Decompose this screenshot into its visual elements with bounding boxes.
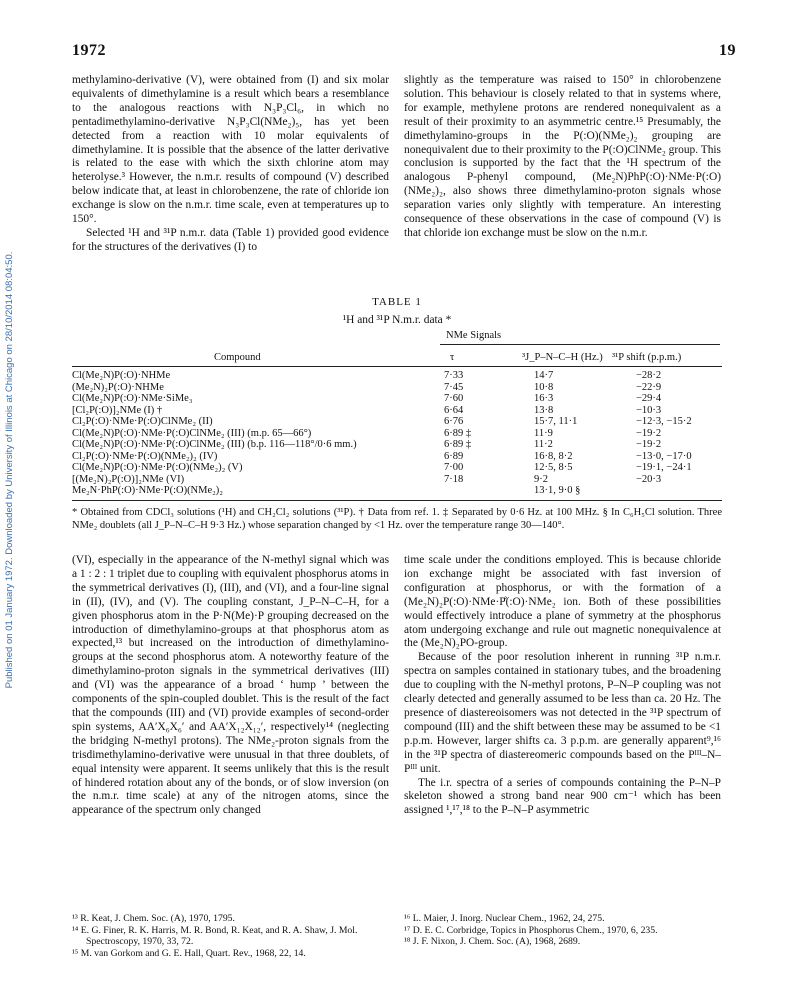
table-cell-shift: −12·3, −15·2 — [636, 416, 692, 427]
page-number: 19 — [719, 42, 736, 59]
table-cell-tau: 6·89 — [444, 450, 464, 462]
table-cell-compound: (Me₂N)₂P(:O)·NHMe — [72, 381, 164, 393]
column-right-top — [404, 74, 721, 241]
table-cell-tau: 7·18 — [444, 473, 464, 485]
table-cell-compound: Cl₂P(:O)·NMe·P(:O)ClNMe₂ (II) — [72, 416, 213, 427]
table-cell-shift: −19·1, −24·1 — [636, 462, 692, 473]
table-cell-shift: −22·9 — [636, 381, 662, 393]
table-cell-j: 15·7, 11·1 — [534, 416, 578, 427]
reference: ¹⁷ D. E. C. Corbridge, Topics in Phosphorus Chem., 1970, 6, 235. — [404, 924, 658, 936]
page-year: 1972 — [72, 42, 106, 59]
table-cell-compound: Me₂N·PhP(:O)·NMe·P(:O)(NMe₂)₂ — [72, 485, 223, 496]
table-cell-compound: Cl(Me₂N)P(:O)·NHMe — [72, 370, 171, 381]
table-cell-tau: 7·60 — [444, 393, 464, 404]
paragraph: (VI), especially in the appearance of the N-methyl signal which was a 1 : 2 : 1 triplet due to coupling with equivalent phosphorus atoms in the symmetrical derivatives (I), (III), and (VI), and a four-line signal in (II), (IV), and (V). The coupling constant, J_P–N–C–H, for a given phosphorus atom in the P·N(Me)·P grouping decreased on the introduction of dimethylamino-groups at that phosphorus atom as expected,¹³ but increased on the introduction of dimethylamino-groups at the second phosphorus atom. A noteworthy feature of the dimethylamino-proton signals in the symmetrical derivatives (III) and (VI) was the appearance of a broad ‘ hump ’ between the components of the spin-coupled doublet. This is the result of the fact that the compounds (III) and (VI) provide examples of second-order spin systems, AA′X₆X₆′ and AA′X₁₂X₁₂′, respectively¹⁴ (neglecting the bridging N-methyl protons). The NMe₂-proton signals from the trisdimethylamino-derivative were unusual in that three doublets, of equal intensity were apparent. It seems unlikely that this is the result of hindered rotation about any of the bonds, or of slow inversion (on the n.m.r. time scale) at any of the nitrogen atoms, since the appearance of the spectrum only changed — [72, 554, 389, 817]
table-rule — [440, 344, 720, 345]
table-cell-compound: [(Me₂N)₂P(:O)]₂NMe (VI) — [72, 473, 185, 485]
table-group-header: NMe Signals — [446, 330, 502, 341]
paragraph: methylamino-derivative (V), were obtained from (I) and six molar equivalents of dimethylamine is a result which bears a resemblance to the analogous reactions with N₃P₃Cl₆, in which no pentadimethylamino-derivative N₃P₃Cl(NMe₂)₅, has yet been detected from a reaction with 10 molar equivalents of dimethylamine. It is possible that the absence of the latter derivative is related to the ease with which the sixth chlorine atom may heterolyse.³ However, the n.m.r. results of compound (V) described below indicate that, at least in chlorobenzene, the rate of chloride ion exchange is slow on the n.m.r. time scale, even at temperatures up to 150°. — [72, 74, 389, 226]
table-bottom-rule — [72, 500, 722, 501]
table-header-shift: ³¹P shift (p.p.m.) — [612, 352, 682, 363]
table-header-coupling: ³J_P–N–C–H (Hz.) — [522, 352, 603, 363]
table-cell-shift: −13·0, −17·0 — [636, 450, 692, 462]
table-caption: TABLE 1 — [372, 296, 422, 308]
table-cell-compound: Cl(Me₂N)P(:O)·NMe·SiMe₃ — [72, 393, 193, 404]
table-footnote: * Obtained from CDCl₃ solutions (¹H) and CH₂Cl₂ solutions (³¹P). † Data from ref. 1. ‡ Separated by 0·6 Hz. at 100 MHz. § In C₆H₅Cl solution. Three NMe₂ doublets (all J_P–N–C–H 9·3 Hz.) whose separation changed by <1 Hz. over the temperature range 30—140°. — [72, 507, 722, 531]
reference: ¹³ R. Keat, J. Chem. Soc. (A), 1970, 1795. — [72, 913, 235, 924]
table-cell-j: 16·3 — [534, 393, 554, 404]
table-cell-j: 16·8, 8·2 — [534, 450, 573, 462]
reference: ¹⁸ J. F. Nixon, J. Chem. Soc. (A), 1968, 2689. — [404, 936, 581, 948]
table-cell-tau: 6·89 ‡ — [444, 439, 472, 450]
table-cell-compound: Cl(Me₂N)P(:O)·NMe·P(:O)ClNMe₂ (III) (b.p. 116—118°/0·6 mm.) — [72, 439, 357, 450]
table-cell-tau: 7·00 — [444, 462, 464, 473]
reference: ¹⁶ L. Maier, J. Inorg. Nuclear Chem., 1962, 24, 275. — [404, 913, 605, 924]
table-cell-shift: −19·2 — [636, 427, 662, 439]
reference: ¹⁵ M. van Gorkom and G. E. Hall, Quart. Rev., 1968, 22, 14. — [72, 947, 306, 959]
table-cell-tau: 6·76 — [444, 416, 464, 427]
table-subtitle: ¹H and ³¹P N.m.r. data * — [342, 314, 452, 326]
table-cell-j: 10·8 — [534, 381, 554, 393]
table-cell-shift: −10·3 — [636, 404, 662, 416]
download-watermark-text: Published on 01 January 1972. Downloaded by University of Illinois at Chicago on 28/10/2014 08:04:50. — [4, 251, 15, 689]
references-left — [72, 913, 389, 959]
table-cell-shift: −29·4 — [636, 393, 662, 404]
table-cell-shift: −28·2 — [636, 370, 662, 381]
table-cell-j: 12·5, 8·5 — [534, 462, 573, 473]
table-cell-j: 13·8 — [534, 404, 554, 416]
table-cell-compound: Cl(Me₂N)P(:O)·NMe·P(:O)ClNMe₂ (III) (m.p. 65—66°) — [72, 427, 312, 439]
paragraph: Selected ¹H and ³¹P n.m.r. data (Table 1) provided good evidence for the structures of the derivatives (I) to — [72, 226, 389, 253]
nmr-table — [72, 296, 722, 532]
paragraph: time scale under the conditions employed. This is because chloride ion exchange might be associated with fast inversion of configuration at phosphorus, or with the formation of a (Me₂N)₂P(:O)·NMe·P̊(:O)·NMe₂ ion. Both of these possibilities would effectively introduce a plane of symmetry at the phosphorus atom undergoing exchange and rule out magnetic nonequivalence at the (Me₂N)₂PO-group. — [404, 554, 721, 650]
table-cell-shift: −20·3 — [636, 473, 662, 485]
table-cell-tau: 7·45 — [444, 381, 464, 393]
table-cell-j: 9·2 — [534, 473, 548, 485]
table-grid — [72, 326, 722, 500]
table-cell-tau: 6·64 — [444, 404, 464, 416]
reference: ¹⁴ E. G. Finer, R. K. Harris, M. R. Bond, R. Keat, and R. A. Shaw, J. Mol. Spectroscopy, 1970, 33, 72. — [72, 924, 358, 948]
paragraph: slightly as the temperature was raised to 150° in chlorobenzene solution. This behaviour is closely related to that in systems where, for example, methylene protons are rendered nonequivalent as a result of their proximity to an asymmetric centre.¹⁵ Presumably, the dimethylamino-groups in the P(:O)(NMe₂)₂ grouping are nonequivalent due to their proximity to the P(:O)ClNMe₂ group. This conclusion is supported by the fact that the ¹H spectrum of the analogous P-phenyl compound, (Me₂N)PhP(:O)·NMe·P(:O)(NMe₂)₂, also shows three dimethylamino-proton signals whose separation varies only slightly with temperature. An interesting consequence of these observations in the case of compound (V) is that chloride ion exchange must be slow on the n.m.r. — [404, 74, 721, 239]
table-cell-j: 11·9 — [534, 427, 553, 439]
paragraph: The i.r. spectra of a series of compounds containing the P–N–P skeleton showed a strong band near 900 cm⁻¹ which has been assigned ¹,¹⁷,¹⁸ to the P–N–P asymmetric — [404, 776, 721, 817]
table-cell-tau: 6·89 ‡ — [444, 427, 472, 439]
table-cell-j: 14·7 — [534, 370, 554, 381]
table-header-tau: τ — [450, 352, 455, 363]
table-rule — [72, 366, 722, 367]
table-cell-j: 13·1, 9·0 § — [534, 485, 581, 496]
table-cell-tau: 7·33 — [444, 370, 464, 381]
table-cell-compound: [Cl₂P(:O)]₂NMe (I) † — [72, 404, 163, 416]
table-header-compound: Compound — [214, 352, 261, 363]
references-right — [404, 913, 721, 948]
table-cell-compound: Cl(Me₂N)P(:O)·NMe·P(:O)(NMe₂)₂ (V) — [72, 462, 243, 473]
table-cell-compound: Cl₂P(:O)·NMe·P(:O)(NMe₂)₂ (IV) — [72, 450, 218, 462]
table-cell-shift: −19·2 — [636, 439, 662, 450]
paragraph: Because of the poor resolution inherent in running ³¹P n.m.r. spectra on samples contained in stationary tubes, and the broadening due to coupling with the N-methyl protons, P–N–P coupling was not clearly detected and generally assumed to be less than ca. 20 Hz. The presence of diastereoisomers was not detected in the ³¹P spectrum of compound (III) and the shift between these may be assumed to be <1 p.p.m. However, larger shifts ca. 3 p.p.m. are generally apparent⁹,¹⁶ in the ³¹P spectra of diastereomeric compounds based on the Pᴵᴵᴵ–N–Pᴵᴵᴵ unit. — [404, 651, 721, 775]
column-right-bottom — [404, 554, 721, 818]
column-left-bottom — [72, 554, 389, 818]
column-left-top — [72, 74, 389, 255]
download-watermark — [4, 251, 20, 689]
table-cell-j: 11·2 — [534, 439, 553, 450]
